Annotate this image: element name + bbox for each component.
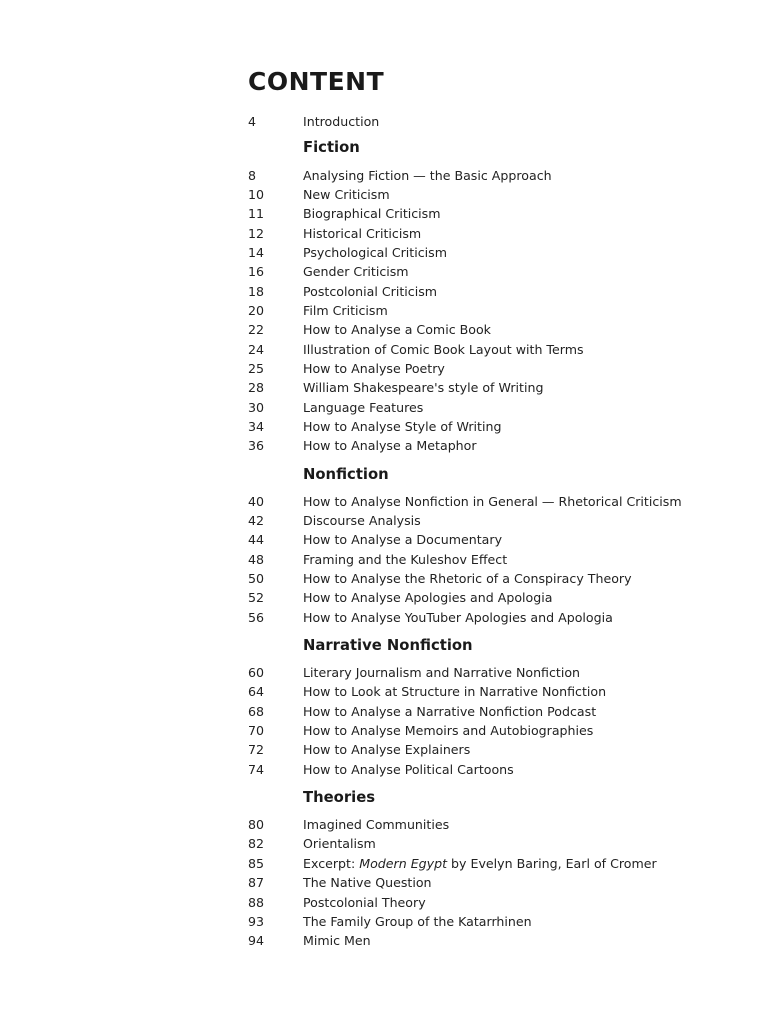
entry-title: How to Analyse Apologies and Apologia: [303, 590, 553, 606]
page-number: 24: [248, 341, 265, 357]
entry-title: The Family Group of the Katarrhinen: [303, 913, 532, 929]
page-number: 70: [248, 723, 265, 739]
page-title: CONTENT: [248, 67, 385, 96]
entry-title-suffix: by Evelyn Baring, Earl of Cromer: [447, 855, 657, 871]
page-number: 80: [248, 817, 265, 833]
toc-entry: [248, 339, 738, 358]
toc-entry: [248, 912, 738, 931]
entry-title: Framing and the Kuleshov Effect: [303, 551, 508, 567]
toc-entry: [248, 223, 738, 242]
page-number: 64: [248, 684, 265, 700]
page-number: 18: [248, 283, 265, 299]
toc-entry: [248, 165, 738, 184]
entry-title: Historical Criticism: [303, 225, 422, 241]
toc-entry: [248, 359, 738, 378]
section-nonfiction: [248, 464, 738, 627]
entry-title-prefix: Excerpt:: [303, 855, 360, 871]
page-number: 16: [248, 264, 265, 280]
entry-title: How to Analyse a Narrative Nonfiction Podcast: [303, 703, 597, 719]
entry-title: New Criticism: [303, 186, 390, 202]
toc-entry: [248, 511, 738, 530]
table-of-contents: [248, 60, 738, 950]
section-heading: Nonfiction: [303, 465, 389, 483]
page-number: 56: [248, 609, 265, 625]
page-number: 44: [248, 532, 265, 548]
page-number: 40: [248, 493, 265, 509]
toc-entry: [248, 417, 738, 436]
toc-entry: [248, 702, 738, 721]
toc-entry: [248, 492, 738, 511]
entry-title: How to Analyse YouTuber Apologies and Apologia: [303, 609, 613, 625]
intro-group: [248, 112, 738, 131]
toc-entry: [248, 301, 738, 320]
entry-title: How to Analyse a Metaphor: [303, 438, 477, 454]
page-number: 88: [248, 894, 265, 910]
page-number: 50: [248, 571, 265, 587]
toc-entry: [248, 588, 738, 607]
page-number: 93: [248, 913, 265, 929]
entry-title: How to Analyse Poetry: [303, 360, 445, 376]
page-number: 48: [248, 551, 265, 567]
toc-entry: [248, 608, 738, 627]
entry-title: Mimic Men: [303, 933, 371, 949]
toc-entry: [248, 682, 738, 701]
toc-entry-introduction: [248, 112, 738, 131]
toc-entry: [248, 834, 738, 853]
entry-title: How to Analyse a Documentary: [303, 532, 503, 548]
entry-title: Literary Journalism and Narrative Nonfiction: [303, 665, 581, 681]
toc-entry: [248, 721, 738, 740]
page-number: 20: [248, 302, 265, 318]
section-narrative-nonfiction: [248, 635, 738, 779]
entry-title: How to Analyse Nonfiction in General — Rhetorical Criticism: [303, 493, 682, 509]
toc-entry: [248, 530, 738, 549]
toc-entry: [248, 550, 738, 569]
entry-title: The Native Question: [303, 875, 432, 891]
page-number: 74: [248, 761, 265, 777]
section-heading: Theories: [303, 788, 376, 806]
toc-entry: [248, 378, 738, 397]
entry-title: Gender Criticism: [303, 264, 409, 280]
page-number: 11: [248, 206, 265, 222]
toc-entry: [248, 740, 738, 759]
entry-title: Postcolonial Criticism: [303, 283, 438, 299]
entry-title: Postcolonial Theory: [303, 894, 426, 910]
toc-entry: [248, 204, 738, 223]
page-number: 87: [248, 875, 265, 891]
entry-title: Discourse Analysis: [303, 513, 421, 529]
toc-entry: [248, 663, 738, 682]
entry-title: Psychological Criticism: [303, 244, 447, 260]
toc-entry: [248, 760, 738, 779]
page-number: 12: [248, 225, 265, 241]
page-number: 36: [248, 438, 265, 454]
toc-entry: [248, 569, 738, 588]
entry-title: Introduction: [303, 114, 380, 130]
entry-title: How to Analyse Political Cartoons: [303, 761, 514, 777]
page-number: 30: [248, 399, 265, 415]
entry-title: Language Features: [303, 399, 424, 415]
section-theories: [248, 787, 738, 950]
page-number: 85: [248, 855, 265, 871]
entry-title: Orientalism: [303, 836, 376, 852]
entry-title: [303, 856, 738, 871]
entry-title: How to Analyse Style of Writing: [303, 418, 502, 434]
section-heading: Fiction: [303, 139, 360, 157]
page-number: 60: [248, 665, 265, 681]
toc-entry: [248, 854, 738, 873]
toc-entry: [248, 262, 738, 281]
page-number: 14: [248, 244, 265, 260]
page-number: 68: [248, 703, 265, 719]
toc-entry: [248, 436, 738, 455]
entry-title: How to Analyse Explainers: [303, 742, 471, 758]
entry-title: Imagined Communities: [303, 817, 450, 833]
section-heading: Narrative Nonfiction: [303, 636, 473, 654]
entry-title: Illustration of Comic Book Layout with Terms: [303, 341, 584, 357]
page-number: 8: [248, 167, 257, 183]
section-fiction: [248, 137, 738, 455]
toc-entry: [248, 815, 738, 834]
toc-entry: [248, 892, 738, 911]
page-number: 4: [248, 114, 257, 130]
toc-entry: [248, 320, 738, 339]
toc-entry: [248, 281, 738, 300]
entry-title: How to Analyse the Rhetoric of a Conspiracy Theory: [303, 571, 632, 587]
book-title-italic: Modern Egypt: [359, 855, 448, 871]
page-number: 42: [248, 513, 265, 529]
page-number: 34: [248, 418, 265, 434]
toc-entry: [248, 397, 738, 416]
entry-title: Biographical Criticism: [303, 206, 441, 222]
toc-entry: [248, 931, 738, 950]
entry-title: Analysing Fiction — the Basic Approach: [303, 167, 552, 183]
entry-title: William Shakespeare's style of Writing: [303, 380, 544, 396]
toc-entry: [248, 873, 738, 892]
toc-entry: [248, 243, 738, 262]
page-number: 72: [248, 742, 265, 758]
page-number: 25: [248, 360, 265, 376]
page-number: 82: [248, 836, 265, 852]
page-number: 22: [248, 322, 265, 338]
toc-entry: [248, 185, 738, 204]
page-number: 94: [248, 933, 265, 949]
entry-title: How to Look at Structure in Narrative Nonfiction: [303, 684, 607, 700]
entry-title: Film Criticism: [303, 302, 388, 318]
page-number: 10: [248, 186, 265, 202]
entry-title: How to Analyse Memoirs and Autobiographies: [303, 723, 594, 739]
entry-title: How to Analyse a Comic Book: [303, 322, 491, 338]
page-number: 52: [248, 590, 265, 606]
page-number: 28: [248, 380, 265, 396]
